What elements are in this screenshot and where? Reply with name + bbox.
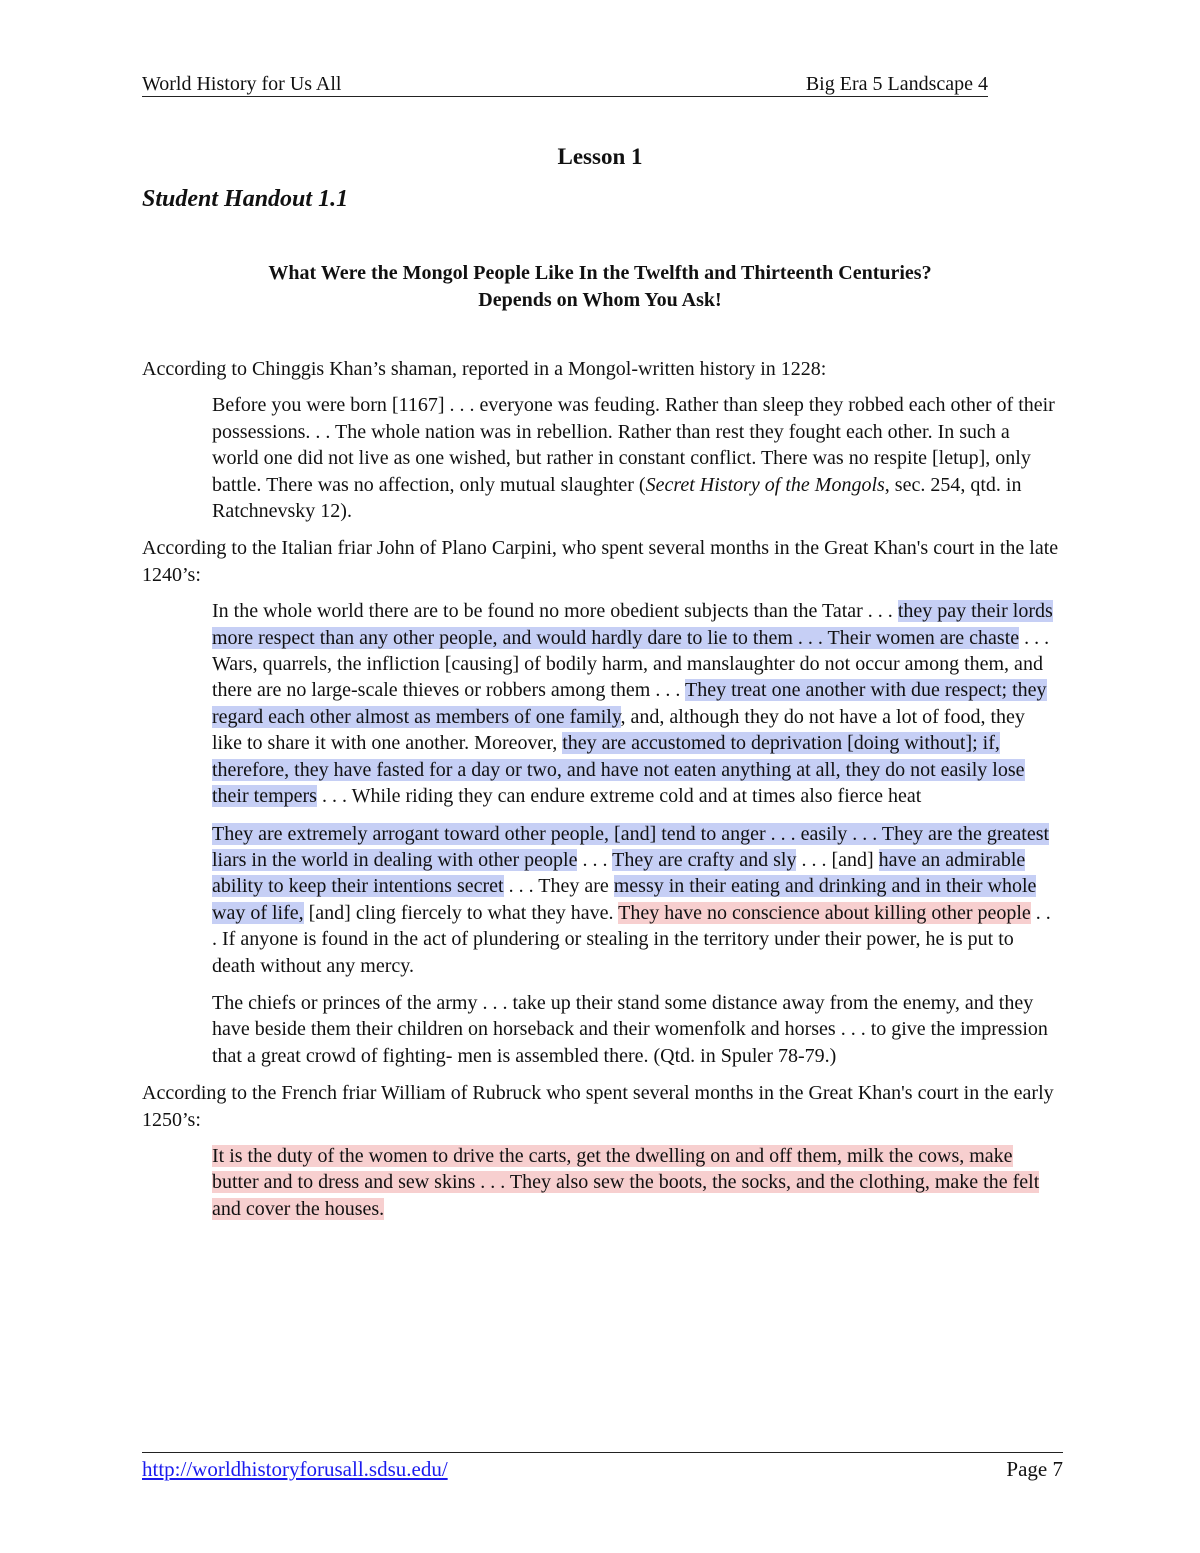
section-1-quote	[212, 392, 1057, 524]
red-highlight: They have no conscience about killing other people	[618, 901, 1031, 924]
quote-text: In the whole world there are to be found no more obedient subjects than the Tatar . . .	[212, 600, 898, 623]
handout-title: Student Handout 1.1	[142, 186, 349, 212]
section-2-intro: According to the Italian friar John of Plano Carpini, who spent several months in the Great Khan's court in the late 1240’s:	[142, 537, 1059, 586]
quote-text: , and, although they do not have a lot of food, they like to share it with one another. Moreover,	[212, 705, 1025, 755]
quote-text: Before you were born [1167] . . . everyone was feuding. Rather than sleep they robbed each other of their possessions. . . The whole nation was in rebellion. Rather than rest they fought each other. In such a world one did not live as one wished, but rather in constant conflict. There was no respite [letup], only battle. There was no affection, only mutual slaughter (	[212, 394, 1055, 496]
website-link[interactable]: http://worldhistoryforusall.sdsu.edu/	[142, 1457, 448, 1481]
red-highlight: It is the duty of the women to drive the carts, get the dwelling on and off them, milk the cows, make butter and to dress and sew skins . . . They also sew the boots, the socks, and the clothing, make the felt and cover the houses.	[212, 1144, 1040, 1220]
blue-highlight: They are extremely arrogant toward other people, [and] tend to anger . . . easily . . . They are the greatest liars in the world in dealing with other people	[212, 822, 1050, 871]
quote-text: . . . They are	[503, 875, 614, 898]
page-header	[142, 72, 988, 97]
question-line-1: What Were the Mongol People Like In the Twelfth and Thirteenth Centuries?	[268, 262, 932, 284]
blue-highlight: have an admirable ability to keep their intentions secret	[212, 848, 1026, 898]
header-series-title: World History for Us All	[142, 73, 342, 95]
page-number: Page 7	[1006, 1457, 1063, 1481]
section-2-quote-2	[212, 821, 1057, 979]
quote-text: . . .	[577, 848, 613, 871]
quote-text: , sec. 254, qtd. in Ratchnevsky 12).	[212, 473, 1022, 523]
quote-text: . . . [and]	[796, 848, 879, 871]
blue-highlight: They treat one another with due respect; they regard each other almost as members of one family	[212, 679, 1047, 728]
quote-text: [and] cling fiercely to what they have.	[303, 901, 619, 924]
blue-highlight: They are crafty and sly	[612, 848, 797, 871]
quote-text: . . . If anyone is found in the act of plundering or stealing in the territory under their power, he is put to death without any mercy.	[212, 901, 1051, 977]
handout-question	[0, 260, 1200, 314]
quote-text: . . . While riding they can endure extreme cold and at times also fierce heat	[316, 785, 922, 808]
quote-citation-title: Secret History of the Mongols	[645, 473, 885, 496]
section-1-intro: According to Chinggis Khan’s shaman, reported in a Mongol-written history in 1228:	[142, 358, 827, 380]
section-2-quote-1	[212, 598, 1057, 809]
handout-body	[142, 356, 1062, 1233]
blue-highlight: they are accustomed to deprivation [doing without]; if, therefore, they have fasted for a day or two, and have not eaten anything at all, they do not easily lose their tempers	[212, 732, 1025, 808]
quote-text: . . . Wars, quarrels, the infliction [causing] of bodily harm, and manslaughter do not occur among them, and there are no large-scale thieves or robbers among them . . .	[212, 626, 1050, 702]
section-3-quote	[212, 1143, 1057, 1222]
page-footer	[142, 1452, 1063, 1482]
blue-highlight: they pay their lords more respect than any other people, and would hardly dare to lie to them . . . Their women are chaste	[212, 600, 1053, 649]
question-line-2: Depends on Whom You Ask!	[478, 289, 722, 311]
header-era-label: Big Era 5 Landscape 4	[805, 73, 988, 95]
blue-highlight: messy in their eating and drinking and in their whole way of life,	[212, 875, 1037, 924]
section-2-quote-3: The chiefs or princes of the army . . . take up their stand some distance away from the enemy, and they have beside them their children on horseback and their womenfolk and horses . . . to give the impression that a great crowd of fighting- men is assembled there. (Qtd. in Spuler 78-79.)	[212, 991, 1048, 1067]
lesson-title: Lesson 1	[557, 144, 643, 169]
section-3-intro: According to the French friar William of Rubruck who spent several months in the Great Khan's court in the early 1250’s:	[142, 1082, 1054, 1131]
